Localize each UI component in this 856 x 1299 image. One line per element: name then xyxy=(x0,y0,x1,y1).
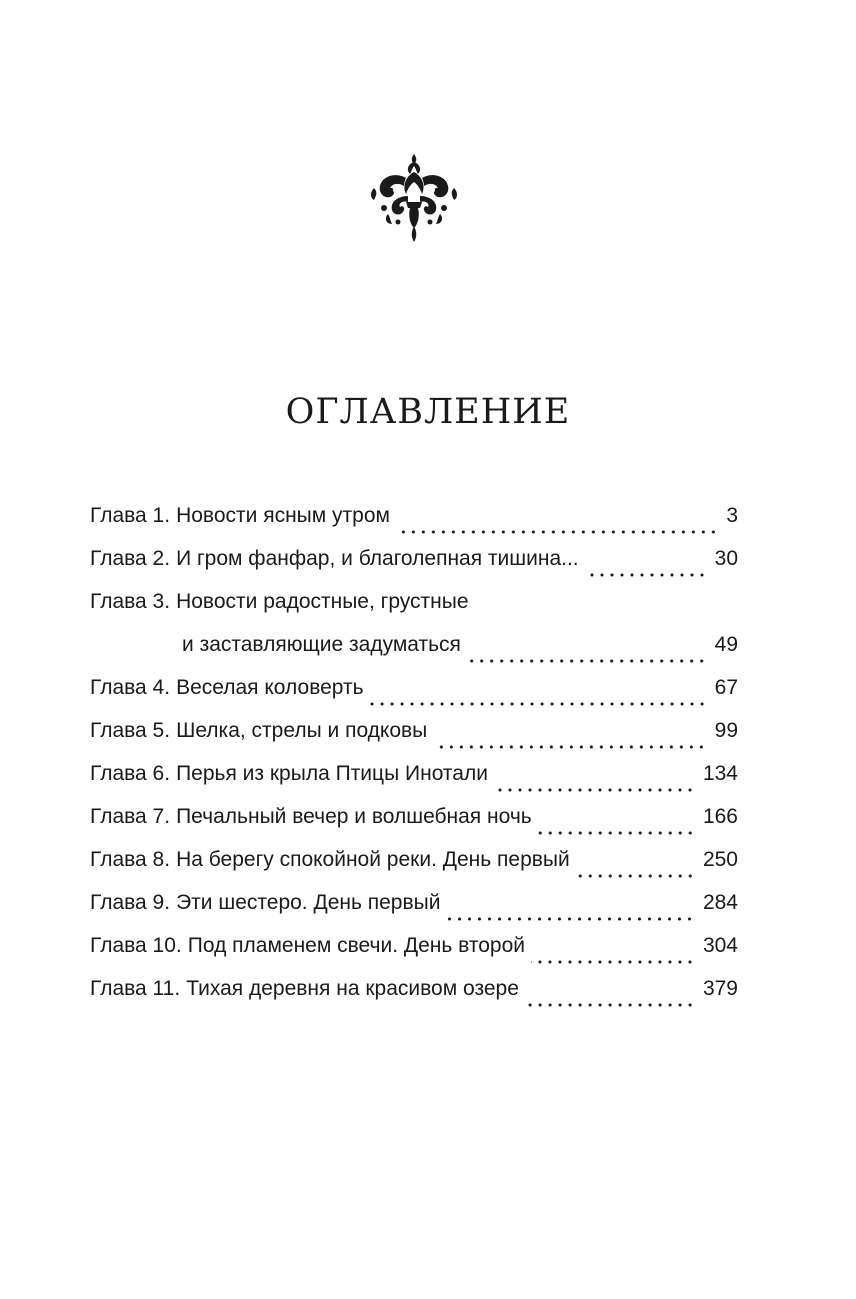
chapter-title: Тихая деревня на красивом озере xyxy=(186,977,519,1000)
page-number: 284 xyxy=(702,891,738,914)
dot-leader xyxy=(467,658,707,664)
page-number: 304 xyxy=(702,934,738,957)
page-title: ОГЛАВЛЕНИЕ xyxy=(285,392,571,432)
chapter-number: Глава 5. xyxy=(90,719,171,742)
chapter-title: Под пламенем свечи. День второй xyxy=(187,934,525,957)
dot-leader xyxy=(494,787,695,793)
toc-entry[interactable] xyxy=(90,934,738,977)
chapter-number: Глава 8. xyxy=(90,848,171,871)
page-number: 99 xyxy=(714,719,738,742)
chapter-title: Новости ясным утром xyxy=(176,504,390,527)
page-number: 49 xyxy=(714,633,738,656)
chapter-number: Глава 3. xyxy=(90,590,171,613)
chapter-number: Глава 2. xyxy=(90,547,171,570)
toc-entry[interactable] xyxy=(90,977,738,1020)
chapter-title: Шелка, стрелы и подковы xyxy=(176,719,428,742)
toc-entry[interactable] xyxy=(90,590,738,676)
page-number: 134 xyxy=(702,762,738,785)
chapter-title: Веселая коловерть xyxy=(176,676,364,699)
dot-leader xyxy=(585,572,707,578)
page-number: 3 xyxy=(726,504,738,527)
floral-ornament-icon xyxy=(368,152,460,244)
dot-leader xyxy=(525,1002,695,1008)
chapter-title-line1: Новости радостные, грустные xyxy=(176,590,469,613)
toc-entry[interactable] xyxy=(90,547,738,590)
page-number: 166 xyxy=(702,805,738,828)
chapter-number: Глава 11. xyxy=(90,977,181,1000)
page-number: 30 xyxy=(714,547,738,570)
chapter-number: Глава 7. xyxy=(90,805,171,828)
dot-leader xyxy=(446,916,694,922)
chapter-number: Глава 6. xyxy=(90,762,171,785)
chapter-title: Эти шестеро. День первый xyxy=(176,891,441,914)
toc-entry[interactable] xyxy=(90,891,738,934)
toc-entry[interactable] xyxy=(90,805,738,848)
page-number: 379 xyxy=(702,977,738,1000)
dot-leader xyxy=(396,529,718,535)
chapter-title-line2: и заставляющие задуматься xyxy=(182,633,461,656)
chapter-title: И гром фанфар, и благолепная тишина... xyxy=(176,547,579,570)
dot-leader xyxy=(433,744,706,750)
page-number: 250 xyxy=(702,848,738,871)
toc-entry[interactable] xyxy=(90,504,738,547)
page-number: 67 xyxy=(714,676,738,699)
dot-leader xyxy=(538,830,695,836)
chapter-title: На берегу спокойной реки. День первый xyxy=(176,848,570,871)
dot-leader xyxy=(531,959,695,965)
chapter-title: Печальный вечер и волшебная ночь xyxy=(176,805,532,828)
toc-entry[interactable] xyxy=(90,762,738,805)
dot-leader xyxy=(576,873,695,879)
chapter-number: Глава 10. xyxy=(90,934,182,957)
table-of-contents xyxy=(90,504,738,1020)
chapter-number: Глава 9. xyxy=(90,891,171,914)
toc-entry[interactable] xyxy=(90,719,738,762)
dot-leader xyxy=(370,701,707,707)
chapter-number: Глава 1. xyxy=(90,504,171,527)
chapter-number: Глава 4. xyxy=(90,676,171,699)
toc-entry[interactable] xyxy=(90,676,738,719)
chapter-title: Перья из крыла Птицы Инотали xyxy=(176,762,488,785)
toc-entry[interactable] xyxy=(90,848,738,891)
